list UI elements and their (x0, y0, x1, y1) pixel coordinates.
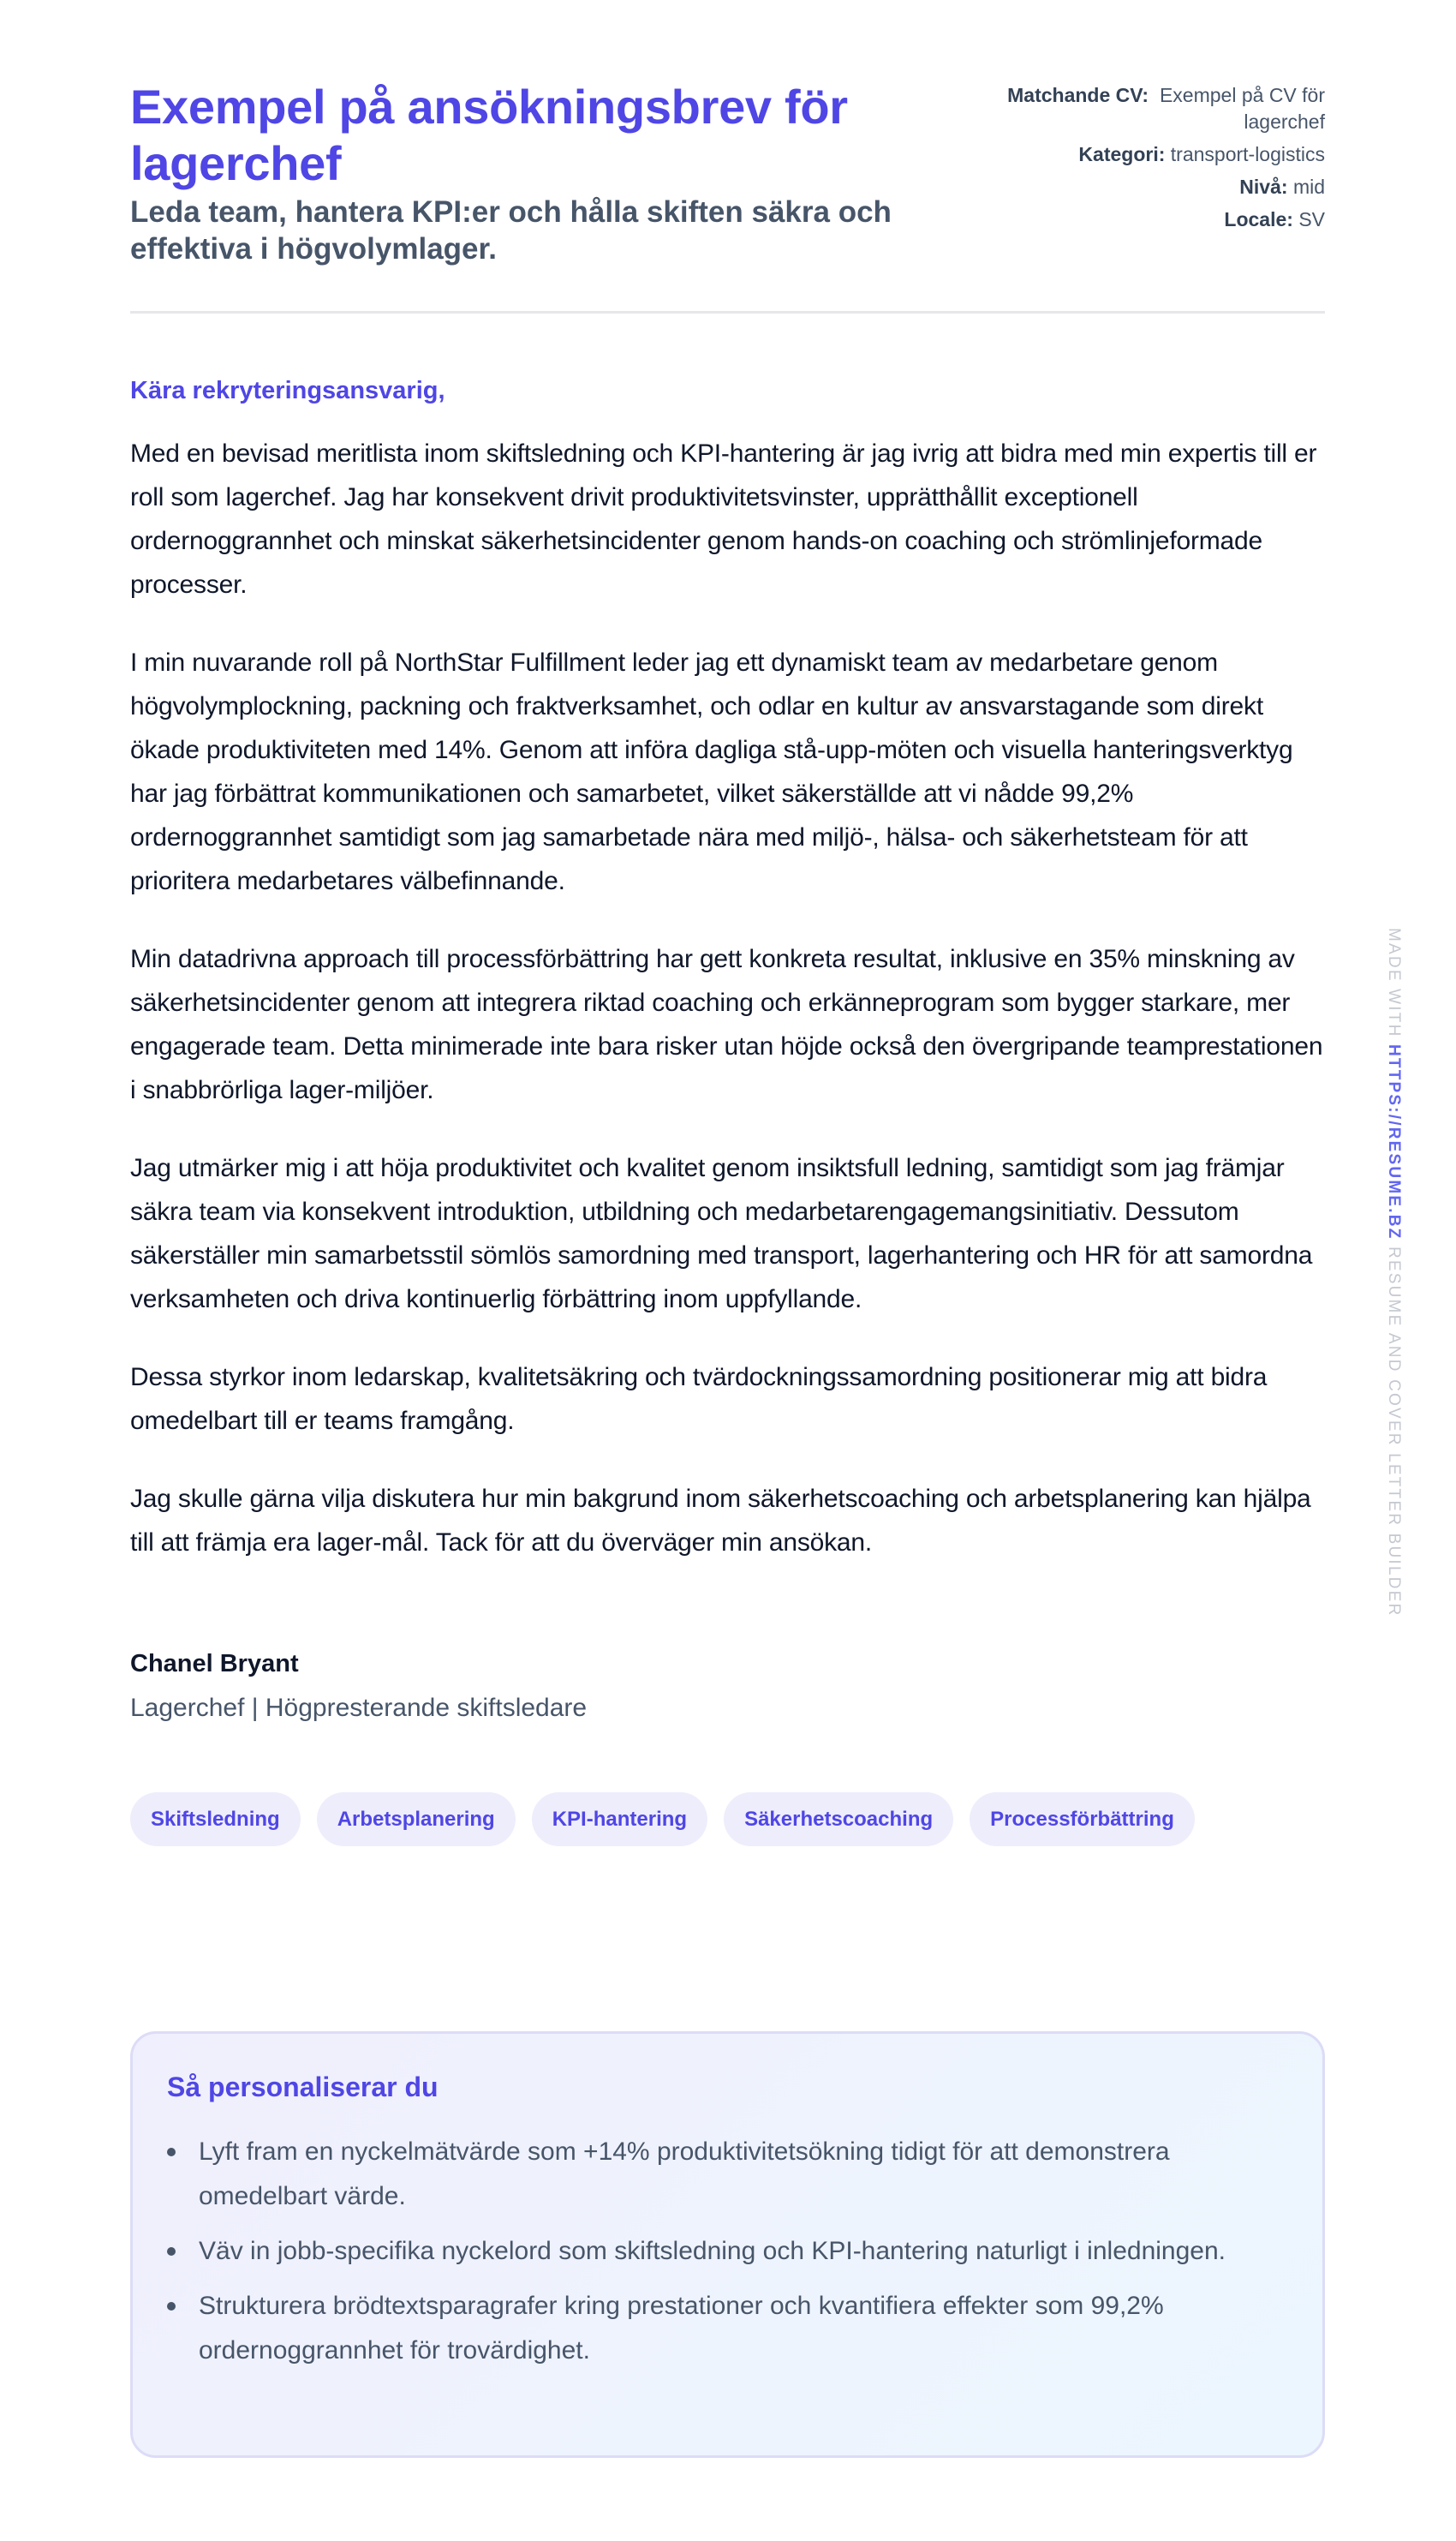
tip-item (167, 2229, 1272, 2274)
meta-value: mid (1292, 176, 1325, 198)
page-title: Exempel på ansökningsbrev för lagerchef (130, 80, 848, 190)
letter-body (130, 374, 1325, 1725)
letter-paragraph: Jag utmärker mig i att höja produktivitet och kvalitet genom insiktsfull ledning, samtidigt som jag främjar säkra team via konsekvent introduktion, utbildning och medarbetarengagemangsinitiativ. Dessutom säkerställer min samarbetsstil sömlös samordning med transport, lagerhantering och HR för att samordna verksamheten och driva kontinuerlig förbättring inom uppfyllande. (130, 1154, 1313, 1313)
tips-list (167, 2130, 1288, 2373)
skill-tag: KPI-hantering (532, 1792, 707, 1846)
meta-category (982, 141, 1325, 168)
letter-paragraph: Min datadrivna approach till processförbättring har gett konkreta resultat, inklusive en 35% minskning av säkerhetsincidenter genom att integrera riktad coaching och erkänneprogram som bygger starkare, mer engagerade team. Detta minimerade inte bara risker utan höjde också den övergripande teamprestationen i snabbrörliga lager-miljöer. (130, 945, 1323, 1104)
meta-value: transport-logistics (1170, 143, 1325, 165)
meta-value: SV (1298, 208, 1325, 230)
meta-info (982, 82, 1325, 239)
skill-tags (130, 1792, 1325, 1846)
side-credit (1377, 928, 1403, 1630)
skill-tag: Säkerhetscoaching (724, 1792, 953, 1846)
side-credit-text (1384, 928, 1403, 1617)
skill-tag: Arbetsplanering (317, 1792, 516, 1846)
tip-text: Strukturera brödtextsparagrafer kring prestationer och kvantifiera effekter som 99,2% ordernoggrannhet för trovärdighet. (199, 2292, 1164, 2365)
meta-label: Locale: (1224, 208, 1293, 230)
resume-bz-link[interactable]: HTTPS://RESUME.BZ (1385, 1044, 1403, 1241)
letter-greeting: Kära rekryteringsansvarig, (130, 377, 445, 404)
page-header (130, 0, 1325, 314)
credit-prefix: MADE WITH (1385, 928, 1403, 1038)
meta-label: Nivå: (1239, 176, 1288, 198)
skill-tag: Skiftsledning (130, 1792, 301, 1846)
tip-text: Väv in jobb-specifika nyckelord som skiftsledning och KPI-hantering naturligt i inledningen. (199, 2237, 1226, 2265)
skill-tag: Processförbättring (970, 1792, 1195, 1846)
signature-name: Chanel Bryant (130, 1650, 299, 1677)
letter-paragraph: Med en bevisad meritlista inom skiftsledning och KPI-hantering är jag ivrig att bidra med min expertis till er roll som lagerchef. Jag har konsekvent drivit produktivitetsvinster, upprätthållit exceptionell ordernoggrannhet och minskat säkerhetsincidenter genom hands-on coaching och strömlinjeformade processer. (130, 439, 1317, 599)
bullet-icon (167, 2148, 176, 2156)
credit-suffix: RESUME AND COVER LETTER BUILDER (1385, 1246, 1403, 1617)
bullet-icon (167, 2302, 176, 2311)
tip-item (167, 2130, 1272, 2219)
personalization-tips-box (130, 2031, 1325, 2458)
bullet-icon (167, 2247, 176, 2256)
cover-letter-page (130, 0, 1325, 2365)
meta-matching-cv (982, 82, 1325, 135)
tips-heading: Så personaliserar du (167, 2072, 439, 2102)
page-subtitle: Leda team, hantera KPI:er och hålla skiften säkra och effektiva i högvolymlager. (130, 195, 892, 266)
signature-title: Lagerchef | Högpresterande skiftsledare (130, 1694, 588, 1722)
letter-paragraph: Dessa styrkor inom ledarskap, kvalitetsäkring och tvärdockningssamordning positionerar mig att bidra omedelbart till er teams framgång. (130, 1363, 1268, 1435)
meta-label: Matchande CV: (1007, 84, 1149, 106)
meta-label: Kategori: (1078, 143, 1166, 165)
matching-cv-link[interactable]: Exempel på CV för lagerchef (1159, 84, 1325, 133)
letter-paragraph: Jag skulle gärna vilja diskutera hur min bakgrund inom säkerhetscoaching och arbetsplanering kan hjälpa till att främja era lager-mål. Tack för att du överväger min ansökan. (130, 1485, 1311, 1557)
letter-paragraph: I min nuvarande roll på NorthStar Fulfillment leder jag ett dynamiskt team av medarbetare genom högvolymplockning, packning och fraktverksamhet, och odlar en kultur av ansvarstagande som direkt ökade produktiviteten med 14%. Genom att införa dagliga stå-upp-möten och visuella hanteringsverktyg har jag förbättrat kommunikationen och samarbetet, vilket säkerställde att vi nådde 99,2% ordernoggrannhet samtidigt som jag samarbetade nära med miljö-, hälsa- och säkerhetsteam för att prioritera medarbetares välbefinnande. (130, 649, 1293, 895)
meta-locale (982, 206, 1325, 233)
meta-level (982, 174, 1325, 200)
tip-item (167, 2284, 1272, 2373)
tip-text: Lyft fram en nyckelmätvärde som +14% produktivitetsökning tidigt för att demonstrera omedelbart värde. (199, 2137, 1170, 2210)
